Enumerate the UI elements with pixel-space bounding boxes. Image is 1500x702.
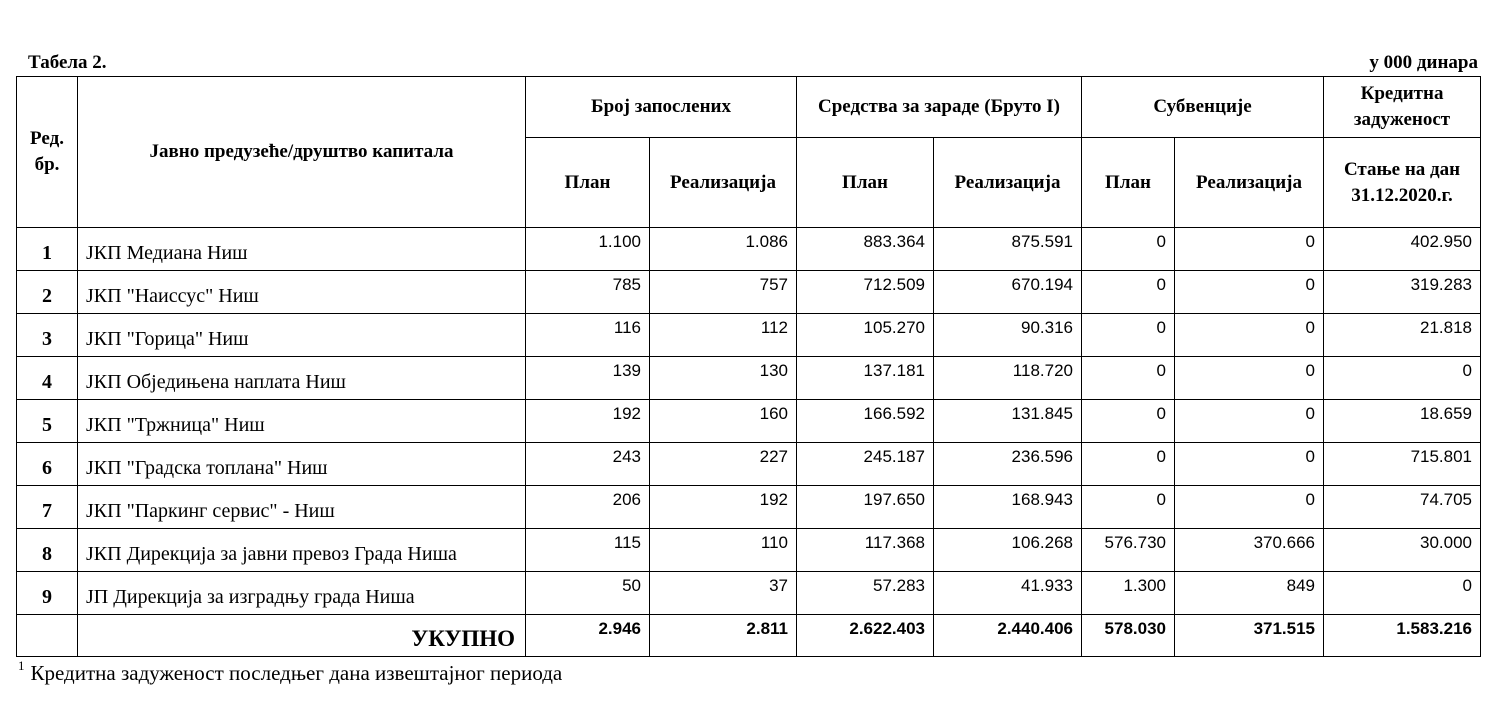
header-sub-plan: План <box>1082 138 1175 228</box>
emp-plan: 1.100 <box>526 228 650 271</box>
emp-realization: 160 <box>650 400 797 443</box>
footnote-text: Кредитна задуженост последњег дана извештајног периода <box>30 661 563 685</box>
sub-plan: 0 <box>1082 400 1175 443</box>
header-rownum: Ред. бр. <box>17 77 78 228</box>
company-name: ЈКП Дирекција за јавни превоз Града Ниша <box>78 529 526 572</box>
table-label: Табела 2. <box>28 52 107 73</box>
footnote-marker: 1 <box>18 658 25 673</box>
sub-plan: 0 <box>1082 486 1175 529</box>
row-number: 4 <box>17 357 78 400</box>
row-number: 1 <box>17 228 78 271</box>
company-name: ЈКП "Горица" Ниш <box>78 314 526 357</box>
row-number: 9 <box>17 572 78 615</box>
footnote <box>18 660 562 686</box>
row-number: 8 <box>17 529 78 572</box>
debt-value: 74.705 <box>1324 486 1481 529</box>
emp-plan: 243 <box>526 443 650 486</box>
debt-value: 0 <box>1324 572 1481 615</box>
emp-plan: 206 <box>526 486 650 529</box>
emp-plan: 115 <box>526 529 650 572</box>
company-name: ЈКП Медиана Ниш <box>78 228 526 271</box>
emp-realization: 37 <box>650 572 797 615</box>
table-row <box>17 357 1481 400</box>
wage-realization: 236.596 <box>934 443 1082 486</box>
wage-realization: 670.194 <box>934 271 1082 314</box>
header-debt-date: Стање на дан 31.12.2020.г. <box>1324 138 1481 228</box>
emp-plan: 139 <box>526 357 650 400</box>
sub-realization: 849 <box>1175 572 1324 615</box>
sub-realization: 370.666 <box>1175 529 1324 572</box>
header-employees: Број запослених <box>526 77 797 138</box>
emp-realization: 192 <box>650 486 797 529</box>
total-rownum-empty <box>17 615 78 657</box>
emp-realization: 757 <box>650 271 797 314</box>
wage-realization: 41.933 <box>934 572 1082 615</box>
row-number: 2 <box>17 271 78 314</box>
sub-realization: 0 <box>1175 271 1324 314</box>
wage-realization: 118.720 <box>934 357 1082 400</box>
table-row <box>17 314 1481 357</box>
total-emp-realization: 2.811 <box>650 615 797 657</box>
header-wages: Средства за зараде (Бруто I) <box>797 77 1082 138</box>
company-name: ЈКП "Наиссус" Ниш <box>78 271 526 314</box>
table-row <box>17 271 1481 314</box>
emp-plan: 192 <box>526 400 650 443</box>
wage-plan: 883.364 <box>797 228 934 271</box>
header-emp-realization: Реализација <box>650 138 797 228</box>
wage-plan: 245.187 <box>797 443 934 486</box>
debt-value: 0 <box>1324 357 1481 400</box>
sub-plan: 0 <box>1082 228 1175 271</box>
row-number: 7 <box>17 486 78 529</box>
emp-realization: 130 <box>650 357 797 400</box>
company-name: ЈКП Обједињена наплата Ниш <box>78 357 526 400</box>
company-name: ЈКП "Паркинг сервис" - Ниш <box>78 486 526 529</box>
emp-realization: 227 <box>650 443 797 486</box>
row-number: 6 <box>17 443 78 486</box>
debt-value: 402.950 <box>1324 228 1481 271</box>
wage-plan: 166.592 <box>797 400 934 443</box>
emp-realization: 1.086 <box>650 228 797 271</box>
total-emp-plan: 2.946 <box>526 615 650 657</box>
sub-realization: 0 <box>1175 357 1324 400</box>
company-name: ЈКП "Тржница" Ниш <box>78 400 526 443</box>
wage-realization: 90.316 <box>934 314 1082 357</box>
debt-value: 30.000 <box>1324 529 1481 572</box>
wage-plan: 117.368 <box>797 529 934 572</box>
debt-value: 21.818 <box>1324 314 1481 357</box>
emp-realization: 112 <box>650 314 797 357</box>
debt-value: 715.801 <box>1324 443 1481 486</box>
total-debt: 1.583.216 <box>1324 615 1481 657</box>
sub-plan: 0 <box>1082 443 1175 486</box>
wage-realization: 106.268 <box>934 529 1082 572</box>
sub-plan: 0 <box>1082 357 1175 400</box>
wage-realization: 875.591 <box>934 228 1082 271</box>
unit-label: у 000 динара <box>1369 52 1478 73</box>
wage-plan: 105.270 <box>797 314 934 357</box>
header-row-1 <box>17 77 1481 138</box>
company-name: ЈП Дирекција за изградњу града Ниша <box>78 572 526 615</box>
data-table <box>16 76 1481 657</box>
table-row <box>17 529 1481 572</box>
sub-plan: 0 <box>1082 314 1175 357</box>
total-row <box>17 615 1481 657</box>
wage-plan: 57.283 <box>797 572 934 615</box>
header-company: Јавно предузеће/друштво капитала <box>78 77 526 228</box>
emp-realization: 110 <box>650 529 797 572</box>
table-row <box>17 228 1481 271</box>
total-sub-plan: 578.030 <box>1082 615 1175 657</box>
row-number: 3 <box>17 314 78 357</box>
sub-realization: 0 <box>1175 228 1324 271</box>
table-row <box>17 486 1481 529</box>
wage-plan: 712.509 <box>797 271 934 314</box>
header-subsidies: Субвенције <box>1082 77 1324 138</box>
sub-plan: 0 <box>1082 271 1175 314</box>
sub-realization: 0 <box>1175 314 1324 357</box>
emp-plan: 785 <box>526 271 650 314</box>
total-label: УКУПНО <box>78 615 526 657</box>
total-sub-realization: 371.515 <box>1175 615 1324 657</box>
header-sub-realization: Реализација <box>1175 138 1324 228</box>
header-debt: Кредитна задуженост <box>1324 77 1481 138</box>
debt-value: 18.659 <box>1324 400 1481 443</box>
debt-value: 319.283 <box>1324 271 1481 314</box>
sub-realization: 0 <box>1175 400 1324 443</box>
sub-realization: 0 <box>1175 443 1324 486</box>
wage-plan: 137.181 <box>797 357 934 400</box>
emp-plan: 116 <box>526 314 650 357</box>
header-wage-plan: План <box>797 138 934 228</box>
table-caption <box>24 52 1478 76</box>
header-wage-realization: Реализација <box>934 138 1082 228</box>
total-wage-realization: 2.440.406 <box>934 615 1082 657</box>
table-row <box>17 572 1481 615</box>
row-number: 5 <box>17 400 78 443</box>
table-row <box>17 443 1481 486</box>
sub-plan: 576.730 <box>1082 529 1175 572</box>
emp-plan: 50 <box>526 572 650 615</box>
table-row <box>17 400 1481 443</box>
header-emp-plan: План <box>526 138 650 228</box>
sub-plan: 1.300 <box>1082 572 1175 615</box>
wage-realization: 168.943 <box>934 486 1082 529</box>
wage-realization: 131.845 <box>934 400 1082 443</box>
company-name: ЈКП "Градска топлана" Ниш <box>78 443 526 486</box>
sub-realization: 0 <box>1175 486 1324 529</box>
wage-plan: 197.650 <box>797 486 934 529</box>
total-wage-plan: 2.622.403 <box>797 615 934 657</box>
